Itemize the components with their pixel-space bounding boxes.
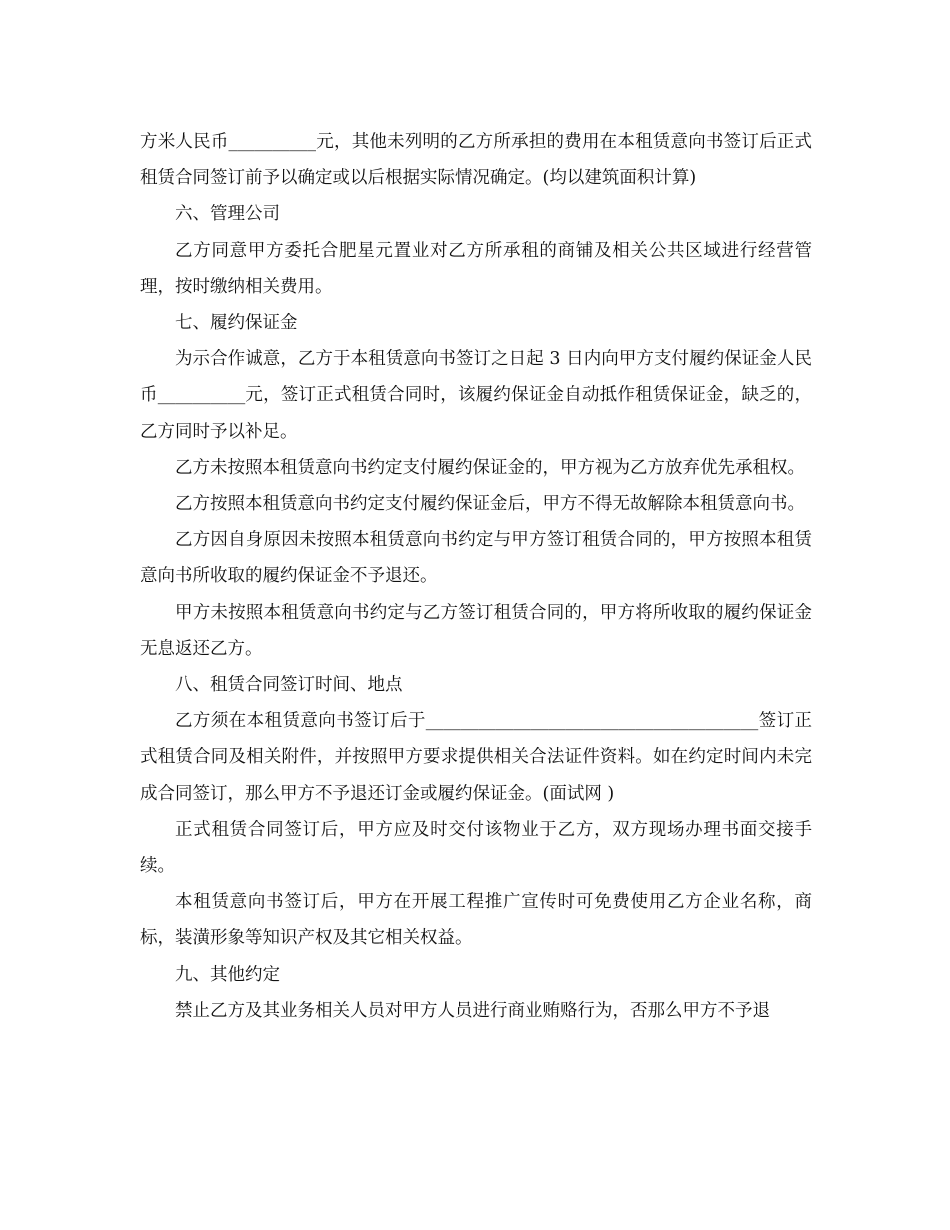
paragraph: 乙方须在本租赁意向书签订后于______________________________________签订正式租赁合同及相关附件，并按照甲方要求提供相关合法证件资料。如在约定时间内未完成合同签订，那么甲方不予退还订金或履约保证金。(面试网 ) [140,711,812,804]
section-heading-management-company: 六、管理公司 [175,204,280,225]
paragraph: 乙方同意甲方委托合肥星元置业对乙方所承租的商铺及相关公共区域进行经营管理，按时缴纳相关费用。 [140,240,812,297]
section-heading-performance-deposit: 七、履约保证金 [175,313,298,334]
section-heading-signing-time-place: 八、租赁合同签订时间、地点 [175,675,403,696]
paragraph-continuation: 方米人民币__________元，其他未列明的乙方所承担的费用在本租赁意向书签订后正式租赁合同签订前予以确定或以后根据实际情况确定。(均以建筑面积计算) [140,132,812,189]
paragraph: 乙方未按照本租赁意向书约定支付履约保证金的，甲方视为乙方放弃优先承租权。 [175,457,805,478]
paragraph: 正式租赁合同签订后，甲方应及时交付该物业于乙方，双方现场办理书面交接手续。 [140,819,812,877]
paragraph: 甲方未按照本租赁意向书约定与乙方签订租赁合同的，甲方将所收取的履约保证金无息返还乙方。 [140,602,812,659]
paragraph: 禁止乙方及其业务相关人员对甲方人员进行商业贿赂行为，否那么甲方不予退 [175,1000,770,1021]
section-heading-other-agreements: 九、其他约定 [175,964,280,985]
paragraph: 乙方按照本租赁意向书约定支付履约保证金后，甲方不得无故解除本租赁意向书。 [175,494,805,515]
paragraph: 本租赁意向书签订后，甲方在开展工程推广宣传时可免费使用乙方企业名称，商标，装潢形象等知识产权及其它相关权益。 [140,892,812,949]
document-page [140,124,812,1029]
paragraph: 为示合作诚意，乙方于本租赁意向书签订之日起 3 日内向甲方支付履约保证金人民币__________元，签订正式租赁合同时，该履约保证金自动抵作租赁保证金，缺乏的，乙方同时予以补足。 [140,349,812,442]
paragraph: 乙方因自身原因未按照本租赁意向书约定与甲方签订租赁合同的，甲方按照本租赁意向书所收取的履约保证金不予退还。 [140,530,812,587]
